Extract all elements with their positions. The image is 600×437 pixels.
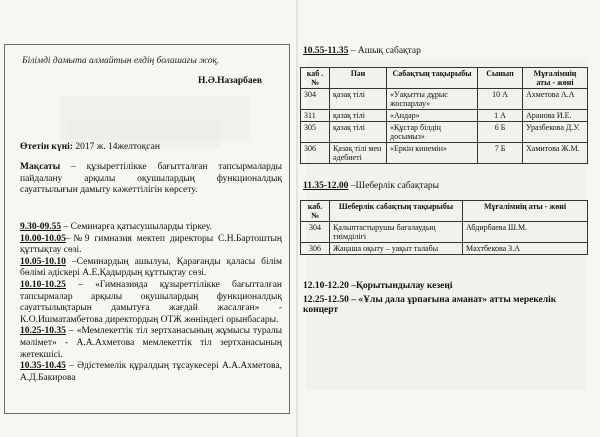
summary-line: 12.10-12.20 –Қорытындылау кезеңі	[303, 281, 453, 291]
masterclass-time: 11.35-12.00	[303, 181, 349, 191]
agenda-list	[20, 222, 282, 384]
table-row	[301, 243, 588, 255]
date-label: Өтетін күні:	[20, 142, 73, 152]
agenda-item	[20, 326, 282, 361]
table-cell: «Құстар білдің досымыз»	[387, 122, 478, 143]
purpose-text: – құзыреттілікке бағытталған тапсырмаларды пайдалану арқылы оқушылардың функционалдық сауаттылығын дамыту кәжеттілігін көрсету.	[20, 162, 282, 196]
table-row	[301, 89, 588, 110]
table-header-row	[301, 68, 588, 89]
table-cell: Махтбекова З.А	[463, 243, 588, 255]
table-row	[301, 110, 588, 122]
table-cell: Жаңаша оқыту – уақыт талабы	[330, 243, 463, 255]
agenda-text: – Әдістемелік құралдың тұсаукесері А.А.Ахметова, А.Д.Бакирова	[20, 361, 282, 383]
epigraph-quote: Білімді дамыта алмайтын елдің болашағы жоқ.	[22, 56, 220, 66]
table-cell: 7 Б	[478, 143, 523, 164]
epigraph-author: Н.Ә.Назарбаев	[198, 76, 262, 86]
col-header: каб. №	[301, 201, 330, 222]
agenda-text: –Семинардың ашылуы, Қарағанды қаласы білім бөлімі әдіскері А.Е.Қадырдың құттықтау сөзі.	[20, 256, 282, 279]
agenda-text: – «Гимназияда құзыреттілікке бағытталған тапсырмалар арқылы оқушылардың функционалдық сауаттылықтарын дамытуға жағдай жасалған» - К.О.Ишматамбетова директордың ОТЖ жөніндегі орынбасары.	[20, 279, 282, 325]
masterclass-table	[300, 200, 588, 255]
table-cell: 1 А	[478, 110, 523, 122]
concert-line: 12.25-12.50 – «Ұлы дала ұрпағына аманат» атты мерекелік концерт	[303, 295, 557, 315]
agenda-item	[20, 361, 282, 384]
col-header: Сынып	[478, 68, 523, 89]
agenda-item	[20, 257, 282, 280]
agenda-text: – «Мемлекеттік тіл зертханасының жұмысы туралы мәлімет» - А.А.Ахметова мемлекеттік тіл зертханасының жетекшісі.	[20, 326, 282, 360]
table-cell: Қалыптастырушы бағалаудың тиімділігі	[330, 222, 463, 243]
table-cell: қазақ тілі	[330, 122, 387, 143]
col-header: каб .№	[301, 68, 330, 89]
masterclass-heading	[303, 181, 439, 191]
table-cell: «Андар»	[387, 110, 478, 122]
open-lessons-table	[300, 67, 588, 164]
agenda-time: 10.05-10.10	[20, 256, 66, 267]
purpose-paragraph	[20, 162, 282, 197]
open-lessons-title: – Ашық сабақтар	[348, 46, 421, 56]
table-cell: Хамитова Ж.М.	[523, 143, 588, 164]
open-lessons-time: 10.55-11.35	[303, 46, 349, 56]
col-header: Шеберлік сабақтың тақырыбы	[330, 201, 463, 222]
table-cell: 305	[301, 122, 330, 143]
agenda-item	[20, 280, 282, 326]
table-row	[301, 222, 588, 243]
agenda-time: 10.00-10.05	[20, 233, 66, 244]
table-header-row	[301, 201, 588, 222]
agenda-text: – Семинарға қатысушыларды тіркеу.	[61, 222, 212, 232]
col-header: Сабақтың тақырыбы	[387, 68, 478, 89]
agenda-time: 10.25-10.35	[20, 326, 66, 337]
table-cell: қазақ тілі	[330, 110, 387, 122]
table-cell: Қазақ тілі мен әдебиеті	[330, 143, 387, 164]
agenda-time: 10.10-10.25	[20, 279, 66, 290]
table-row	[301, 143, 588, 164]
agenda-item	[20, 222, 282, 234]
open-lessons-heading	[303, 46, 421, 56]
col-header: Пән	[330, 68, 387, 89]
col-header: Мұғалімнің аты - жөні	[523, 68, 588, 89]
col-header: Мұғалімнің аты - жөні	[463, 201, 588, 222]
table-cell: 306	[301, 143, 330, 164]
table-cell: 304	[301, 222, 330, 243]
table-cell: қазақ тілі	[330, 89, 387, 110]
table-cell: Ахметова А.А	[523, 89, 588, 110]
event-date	[20, 142, 160, 152]
table-cell: 10 А	[478, 89, 523, 110]
masterclass-title: –Шеберлік сабақтары	[348, 181, 440, 191]
table-cell: «Еркін кинемін»	[387, 143, 478, 164]
table-cell: «Уақытты дұрыс жоспарлау»	[387, 89, 478, 110]
page-fold	[296, 0, 298, 437]
table-cell: Абдирбаева Ш.М.	[463, 222, 588, 243]
agenda-time: 9.30-09.55	[20, 222, 62, 232]
table-cell: 304	[301, 89, 330, 110]
table-cell: 311	[301, 110, 330, 122]
table-cell: 306	[301, 243, 330, 255]
date-value: 2017 ж. 14желтоқсан	[75, 142, 160, 152]
table-cell: Уразбекова Д.У.	[523, 122, 588, 143]
table-cell: Аранова И.Е.	[523, 110, 588, 122]
agenda-text: –№9 гимназия мектеп директоры С.Н.Бартоштың құттықтау сөзі.	[20, 233, 282, 256]
table-row	[301, 122, 588, 143]
agenda-time: 10.35-10.45	[20, 361, 66, 372]
table-cell: 6 Б	[478, 122, 523, 143]
agenda-item	[20, 234, 282, 257]
purpose-label: Мақсаты	[20, 162, 61, 172]
